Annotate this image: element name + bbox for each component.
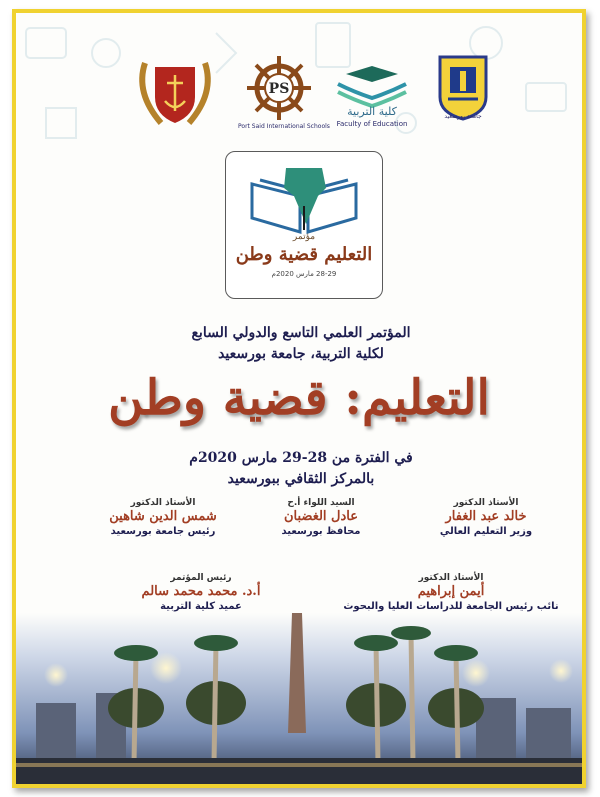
conference-logo	[225, 151, 383, 299]
conference-date: 28-29 مارس 2020م	[271, 270, 337, 278]
svg-text:PS: PS	[268, 81, 290, 97]
header-line-1: المؤتمر العلمي التاسع والدولي السابع	[191, 325, 411, 341]
person-title: الأستاذ الدكتور	[130, 498, 196, 508]
logo-row	[16, 53, 582, 143]
person-title: رئيس المؤتمر	[170, 573, 232, 583]
laurel-emblem-icon	[131, 53, 219, 133]
header-line-2: لكلية التربية، جامعة بورسعيد	[218, 346, 384, 362]
person-title: السيد اللواء أ.ح	[287, 498, 355, 508]
ship-wheel-icon	[244, 53, 314, 123]
person-name: أيمن إبراهيم	[417, 584, 485, 599]
person-name: خالد عبد الغفار	[445, 509, 527, 524]
open-book-map-icon	[244, 166, 364, 234]
person-role: رئيس جامعة بورسعيد	[110, 526, 216, 537]
person-governor	[246, 498, 396, 537]
date-line: في الفترة من 28-29 مارس 2020م	[189, 450, 413, 466]
person-name: عادل الغضبان	[283, 509, 359, 524]
person-name: أ.د. محمد محمد سالم	[141, 584, 261, 599]
person-role: عميد كلية التربية	[160, 601, 242, 612]
faculty-book-icon	[332, 58, 412, 108]
main-title: التعليم: قضية وطن	[108, 370, 490, 426]
person-vice-president	[331, 573, 571, 612]
port-said-schools-label: Port Said International Schools	[238, 123, 330, 130]
person-title: الأستاذ الدكتور	[453, 498, 519, 508]
person-conference-chair	[116, 573, 286, 612]
person-role: محافظ بورسعيد	[281, 526, 361, 537]
poster-frame	[12, 9, 586, 788]
city-photo	[16, 613, 582, 784]
faculty-label-ar: كلية التربية	[347, 105, 397, 118]
person-role: نائب رئيس الجامعة للدراسات العليا والبحوث	[343, 601, 559, 612]
university-crest-icon	[436, 53, 490, 121]
venue-line: بالمركز الثقافي ببورسعيد	[227, 471, 375, 487]
faculty-label-en: Faculty of Education	[336, 120, 408, 128]
conference-small-label: مؤتمر	[292, 232, 316, 242]
person-name: شمس الدين شاهين	[109, 509, 217, 524]
person-minister	[411, 498, 561, 537]
conference-name: التعليم قضية وطن	[235, 244, 373, 265]
person-role: وزير التعليم العالي	[439, 526, 533, 537]
person-title: الأستاذ الدكتور	[418, 573, 484, 583]
person-university-president	[88, 498, 238, 537]
university-label: جامعة بورسعيد	[444, 113, 482, 120]
